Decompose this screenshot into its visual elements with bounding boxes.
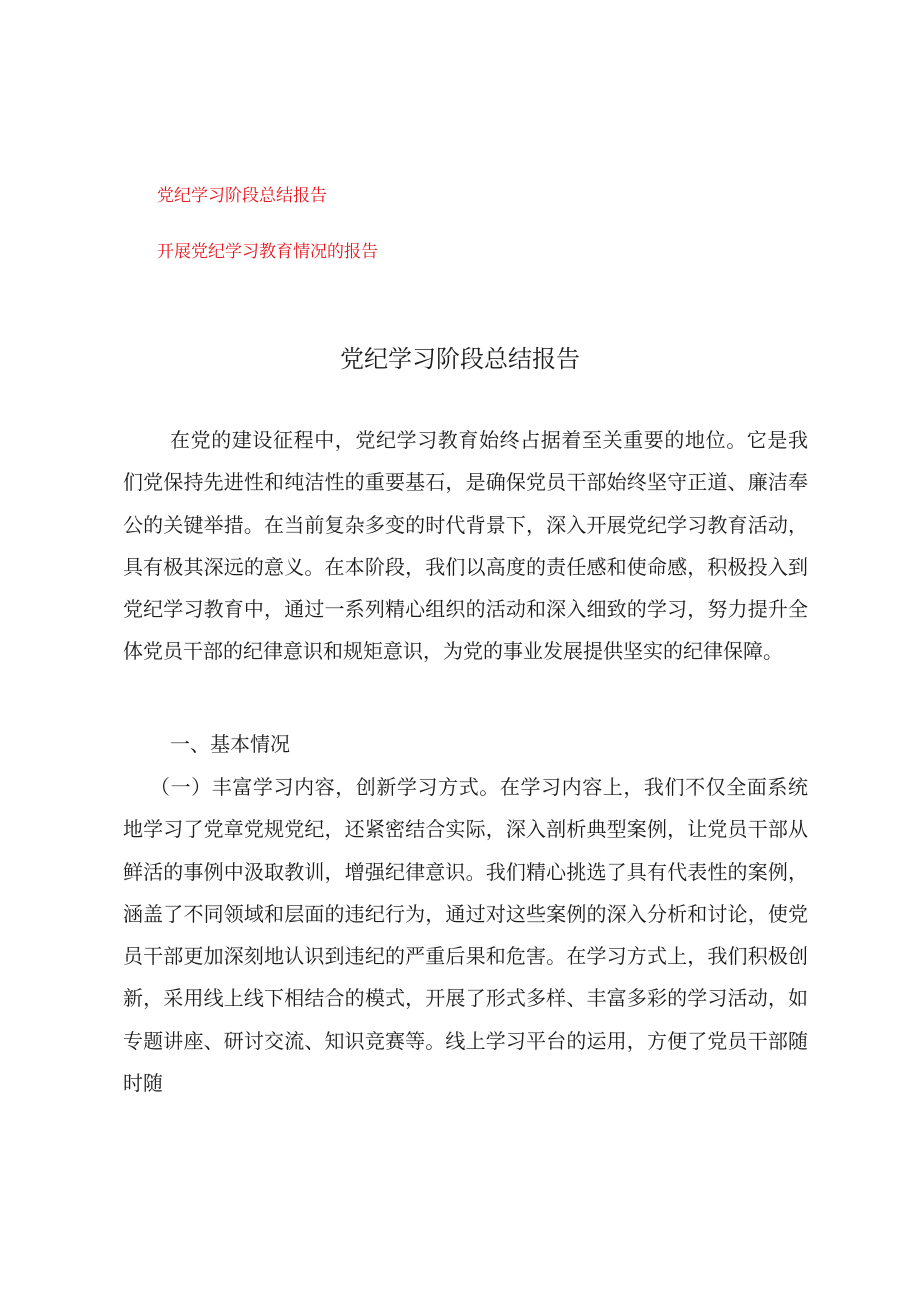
page-title: 党纪学习阶段总结报告 <box>340 345 580 373</box>
intro-paragraph: 在党的建设征程中，党纪学习教育始终占据着至关重要的地位。它是我们党保持先进性和纯洁性的重要基石，是确保党员干部始终坚守正道、廉洁奉公的关键举措。在当前复杂多变的时代背景下，深入开展党纪学习教育活动，具有极其深远的意义。在本阶段，我们以高度的责任感和使命感，积极投入到党纪学习教育中，通过一系列精心组织的活动和深入细致的学习，努力提升全体党员干部的纪律意识和规矩意识，为党的事业发展提供坚实的纪律保障。 <box>123 428 808 664</box>
subsection-paragraph: （一）丰富学习内容，创新学习方式。在学习内容上，我们不仅全面系统地学习了党章党规党纪，还紧密结合实际，深入剖析典型案例，让党员干部从鲜活的事例中汲取教训，增强纪律意识。我们精心挑选了具有代表性的案例，涵盖了不同领域和层面的违纪行为，通过对这些案例的深入分析和讨论，使党员干部更加深刻地认识到违纪的严重后果和危害。在学习方式上，我们积极创新，采用线上线下相结合的模式，开展了形式多样、丰富多彩的学习活动，如专题讲座、研讨交流、知识竞赛等。线上学习平台的运用，方便了党员干部随时随 <box>123 775 808 1096</box>
section-heading-basic-situation: 一、基本情况 <box>170 732 290 756</box>
toc-link-stage-summary-report[interactable]: 党纪学习阶段总结报告 <box>157 186 327 206</box>
toc-link-education-report[interactable]: 开展党纪学习教育情况的报告 <box>157 242 378 262</box>
